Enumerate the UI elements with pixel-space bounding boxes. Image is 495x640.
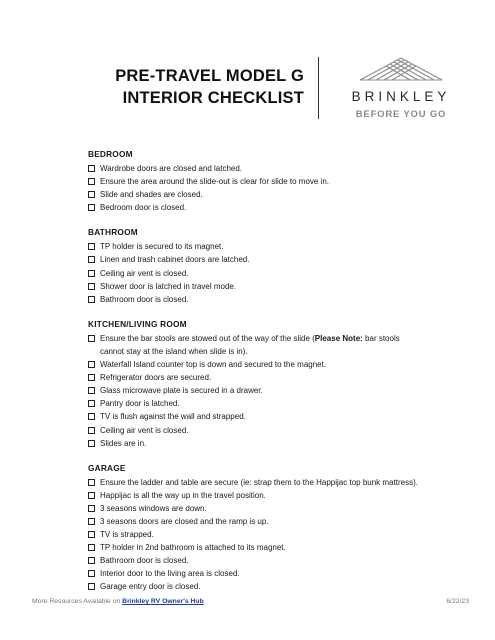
item-text: Interior door to the living area is closed. [100, 569, 240, 579]
item-text: TV is flush against the wall and strapped. [100, 412, 246, 422]
checkbox[interactable] [88, 191, 95, 198]
item-text: Linen and trash cabinet doors are latched. [100, 255, 250, 265]
checklist-item [88, 293, 480, 306]
checkbox[interactable] [88, 256, 95, 263]
checkbox[interactable] [88, 165, 95, 172]
item-text: Shower door is latched in travel mode. [100, 281, 237, 291]
checkbox[interactable] [88, 204, 95, 211]
section-garage [88, 463, 480, 594]
checkbox[interactable] [88, 283, 95, 290]
note-label: Please Note: [314, 333, 363, 343]
brinkley-roof-lines-logo-icon [358, 56, 444, 84]
checklist-item [88, 489, 480, 502]
item-text: Slides are in. [100, 438, 147, 448]
section-heading: BEDROOM [88, 149, 133, 159]
checklist-item [88, 410, 480, 423]
checklist-content [88, 149, 480, 607]
item-text: Ensure the area around the slide-out is clear for slide to move in. [100, 177, 330, 187]
checklist-item [88, 240, 480, 253]
section-heading: KITCHEN/LIVING ROOM [88, 318, 187, 329]
logo-brand-name: BRINKLEY [351, 89, 451, 104]
checkbox[interactable] [88, 296, 95, 303]
checkbox[interactable] [88, 518, 95, 525]
footer-prefix: More Resources Available on [32, 598, 123, 605]
section-bedroom [88, 149, 480, 214]
checkbox[interactable] [88, 427, 95, 434]
item-text: Pantry door is latched. [100, 399, 180, 409]
item-text: Glass microwave plate is secured in a drawer. [100, 386, 263, 396]
item-text: Ensure the bar stools are stowed out of the way of the slide ( [100, 333, 315, 343]
item-text: TV is strapped. [100, 530, 154, 540]
title-line-2: INTERIOR CHECKLIST [122, 89, 304, 107]
section-heading: GARAGE [88, 462, 126, 473]
item-text: TP holder is secured to its magnet. [100, 242, 224, 252]
item-text: bar stools [362, 333, 400, 343]
checkbox[interactable] [88, 413, 95, 420]
item-text: Refrigerator doors are secured. [100, 373, 212, 383]
title-line-1: PRE-TRAVEL MODEL G [115, 67, 304, 85]
checkbox[interactable] [88, 557, 95, 564]
checkbox[interactable] [88, 335, 95, 342]
header-divider [318, 57, 319, 119]
checklist-item-with-note [88, 332, 480, 358]
section-kitchen-living-room [88, 319, 480, 450]
checkbox[interactable] [88, 243, 95, 250]
checklist-title [104, 65, 304, 109]
checklist-item [88, 371, 480, 384]
brinkley-logo [326, 56, 476, 126]
checkbox[interactable] [88, 570, 95, 577]
checklist-item [88, 162, 480, 175]
checkbox[interactable] [88, 270, 95, 277]
checklist-item [88, 280, 480, 293]
checkbox[interactable] [88, 492, 95, 499]
checklist-item [88, 437, 480, 450]
owners-hub-link[interactable]: Brinkley RV Owner's Hub [122, 598, 204, 605]
item-text: Ensure the ladder and table are secure (ie: strap them to the Happijac top bunk mattress). [100, 477, 418, 487]
checkbox[interactable] [88, 583, 95, 590]
checkbox[interactable] [88, 400, 95, 407]
item-text: Wardrobe doors are closed and latched. [100, 164, 243, 173]
checklist-item [88, 397, 480, 410]
item-text: Bedroom door is closed. [100, 203, 187, 213]
footer-resources [32, 598, 204, 605]
item-text: Bathroom door is closed. [100, 294, 189, 304]
checklist-item [88, 541, 480, 554]
checkbox[interactable] [88, 531, 95, 538]
item-text: Ceiling air vent is closed. [100, 425, 189, 435]
item-text: Bathroom door is closed. [100, 556, 189, 566]
checklist-item [88, 358, 480, 371]
checkbox[interactable] [88, 440, 95, 447]
checklist-item [88, 580, 480, 593]
checklist-item [88, 528, 480, 541]
checklist-item [88, 476, 480, 489]
item-text: Waterfall Island counter top is down and secured to the magnet. [100, 360, 327, 370]
checklist-item [88, 554, 480, 567]
item-text: Garage entry door is closed. [100, 582, 201, 592]
checkbox[interactable] [88, 505, 95, 512]
checkbox[interactable] [88, 387, 95, 394]
checklist-item [88, 175, 480, 188]
checklist-item [88, 384, 480, 397]
checkbox[interactable] [88, 479, 95, 486]
checklist-item [88, 515, 480, 528]
checklist-item [88, 424, 480, 437]
checklist-item [88, 567, 480, 580]
checklist-item [88, 267, 480, 280]
checkbox[interactable] [88, 544, 95, 551]
logo-tagline: BEFORE YOU GO [355, 109, 447, 120]
checklist-item [88, 188, 480, 201]
checklist-item [88, 502, 480, 515]
item-text-continuation: cannot stay at the island when slide is in). [100, 346, 248, 356]
item-text: 3 seasons doors are closed and the ramp is up. [100, 516, 269, 526]
item-text: Ceiling air vent is closed. [100, 268, 189, 278]
item-text: Slide and shades are closed. [100, 190, 203, 200]
checklist-item [88, 253, 480, 266]
item-text: TP holder in 2nd bathroom is attached to its magnet. [100, 543, 286, 553]
section-heading: BATHROOM [88, 227, 138, 238]
checkbox[interactable] [88, 374, 95, 381]
checkbox[interactable] [88, 361, 95, 368]
checkbox[interactable] [88, 178, 95, 185]
item-text: 3 seasons windows are down. [100, 503, 207, 513]
checklist-item [88, 201, 480, 214]
footer-date: 6/22/23 [446, 598, 469, 605]
section-bathroom [88, 227, 480, 305]
item-text: Happijac is all the way up in the travel position. [100, 490, 266, 500]
